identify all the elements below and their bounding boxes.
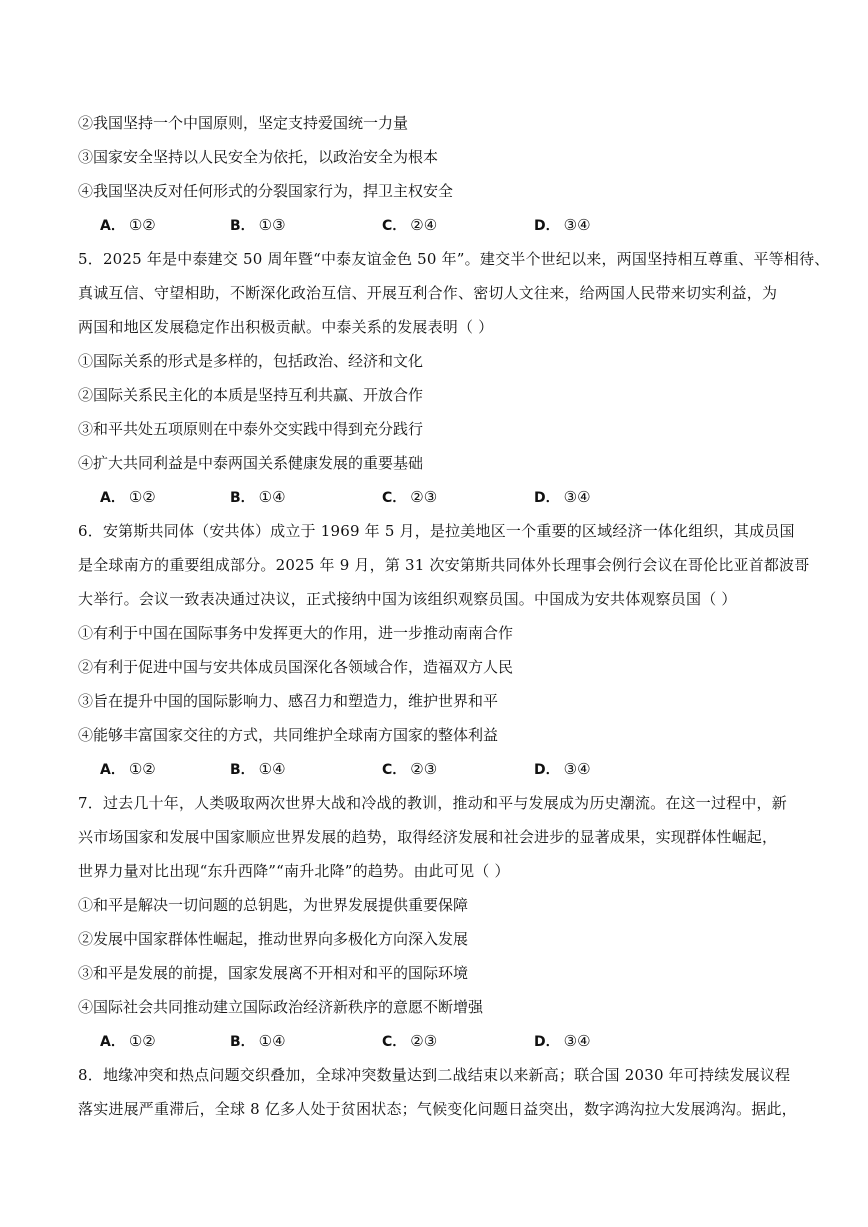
- q6-stem-line-1: 6．安第斯共同体（安共体）成立于 1969 年 5 月，是拉美地区一个重要的区域经济一体化组织，其成员国: [78, 522, 795, 540]
- option-value: ②③: [410, 760, 438, 778]
- q5-stem-line-3: 两国和地区发展稳定作出积极贡献。中泰关系的发展表明（ ）: [78, 318, 494, 336]
- option-value: ③④: [563, 1032, 591, 1050]
- q5-option-b: [230, 487, 286, 508]
- q5-item-4: ④扩大共同利益是中泰两国关系健康发展的重要基础: [78, 454, 424, 472]
- q7-option-b: [230, 1031, 286, 1052]
- q7-option-d: [534, 1031, 591, 1052]
- option-key: C．: [382, 218, 407, 234]
- q7-stem-line-3: 世界力量对比出现“东升西降”“南升北降”的趋势。由此可见（ ）: [78, 862, 510, 880]
- option-value: ①④: [258, 1032, 286, 1050]
- option-value: ②④: [410, 216, 438, 234]
- q4-option-b: [230, 215, 286, 236]
- option-key: D．: [534, 762, 560, 778]
- q5-item-1: ①国际关系的形式是多样的，包括政治、经济和文化: [78, 352, 424, 370]
- q4-option-d: [534, 215, 591, 236]
- q6-stem-line-3: 大举行。会议一致表决通过决议，正式接纳中国为该组织观察员国。中国成为安共体观察员国（ ）: [78, 590, 737, 608]
- option-key: D．: [534, 1034, 560, 1050]
- option-value: ①②: [128, 1032, 156, 1050]
- q7-option-a: [100, 1031, 156, 1052]
- q5-item-3: ③和平共处五项原则在中泰外交实践中得到充分践行: [78, 420, 424, 438]
- option-key: A．: [100, 762, 125, 778]
- option-value: ①③: [258, 216, 286, 234]
- q7-stem-line-2: 兴市场国家和发展中国家顺应世界发展的趋势，取得经济发展和社会进步的显著成果，实现群体性崛起，: [78, 828, 778, 846]
- option-key: C．: [382, 762, 407, 778]
- option-value: ③④: [563, 488, 591, 506]
- q4-item-3: ③国家安全坚持以人民安全为依托，以政治安全为根本: [78, 148, 439, 166]
- q6-option-b: [230, 759, 286, 780]
- option-key: B．: [230, 490, 255, 506]
- q4-option-c: [382, 215, 437, 236]
- q6-option-a: [100, 759, 156, 780]
- q5-stem-line-1: 5．2025 年是中泰建交 50 周年暨“中泰友谊金色 50 年”。建交半个世纪以来，两国坚持相互尊重、平等相待、: [78, 250, 830, 268]
- option-key: A．: [100, 218, 125, 234]
- q8-stem-line-1: 8．地缘冲突和热点问题交织叠加，全球冲突数量达到二战结束以来新高；联合国 2030 年可持续发展议程: [78, 1066, 791, 1084]
- q5-options: [100, 487, 800, 507]
- option-value: ①④: [258, 760, 286, 778]
- option-key: A．: [100, 1034, 125, 1050]
- q6-item-2: ②有利于促进中国与安共体成员国深化各领域合作，造福双方人民: [78, 658, 514, 676]
- q4-options: [100, 215, 800, 235]
- q4-item-4: ④我国坚决反对任何形式的分裂国家行为，捍卫主权安全: [78, 182, 454, 200]
- q5-option-c: [382, 487, 437, 508]
- q6-item-4: ④能够丰富国家交往的方式，共同维护全球南方国家的整体利益: [78, 726, 499, 744]
- option-key: C．: [382, 490, 407, 506]
- q6-stem-line-2: 是全球南方的重要组成部分。2025 年 9 月，第 31 次安第斯共同体外长理事会例行会议在哥伦比亚首都波哥: [78, 556, 810, 574]
- q7-option-c: [382, 1031, 437, 1052]
- option-key: A．: [100, 490, 125, 506]
- option-key: D．: [534, 218, 560, 234]
- option-value: ①②: [128, 488, 156, 506]
- option-value: ②③: [410, 1032, 438, 1050]
- option-key: D．: [534, 490, 560, 506]
- option-value: ①②: [128, 216, 156, 234]
- q5-option-d: [534, 487, 591, 508]
- q6-option-d: [534, 759, 591, 780]
- option-value: ①④: [258, 488, 286, 506]
- q7-stem-line-1: 7．过去几十年，人类吸取两次世界大战和冷战的教训，推动和平与发展成为历史潮流。在这一过程中，新: [78, 794, 787, 812]
- q7-item-1: ①和平是解决一切问题的总钥匙，为世界发展提供重要保障: [78, 896, 469, 914]
- option-key: B．: [230, 218, 255, 234]
- q5-stem-line-2: 真诚互信、守望相助，不断深化政治互信、开展互利合作、密切人文往来，给两国人民带来切实利益，为: [78, 284, 778, 302]
- option-value: ③④: [563, 216, 591, 234]
- q7-item-2: ②发展中国家群体性崛起，推动世界向多极化方向深入发展: [78, 930, 469, 948]
- q6-item-1: ①有利于中国在国际事务中发挥更大的作用，进一步推动南南合作: [78, 624, 514, 642]
- q4-item-2: ②我国坚持一个中国原则，坚定支持爱国统一力量: [78, 114, 409, 132]
- q7-item-3: ③和平是发展的前提，国家发展离不开相对和平的国际环境: [78, 964, 469, 982]
- q6-item-3: ③旨在提升中国的国际影响力、感召力和塑造力，维护世界和平: [78, 692, 499, 710]
- q5-option-a: [100, 487, 156, 508]
- option-key: B．: [230, 1034, 255, 1050]
- q8-stem-line-2: 落实进展严重滞后，全球 8 亿多人处于贫困状态；气候变化问题日益突出，数字鸿沟拉大发展鸿沟。据此，: [78, 1100, 797, 1118]
- q7-item-4: ④国际社会共同推动建立国际政治经济新秩序的意愿不断增强: [78, 998, 484, 1016]
- q6-options: [100, 759, 800, 779]
- q7-options: [100, 1031, 800, 1051]
- option-value: ②③: [410, 488, 438, 506]
- option-key: B．: [230, 762, 255, 778]
- option-value: ①②: [128, 760, 156, 778]
- option-key: C．: [382, 1034, 407, 1050]
- q5-item-2: ②国际关系民主化的本质是坚持互利共赢、开放合作: [78, 386, 424, 404]
- q6-option-c: [382, 759, 437, 780]
- option-value: ③④: [563, 760, 591, 778]
- q4-option-a: [100, 215, 156, 236]
